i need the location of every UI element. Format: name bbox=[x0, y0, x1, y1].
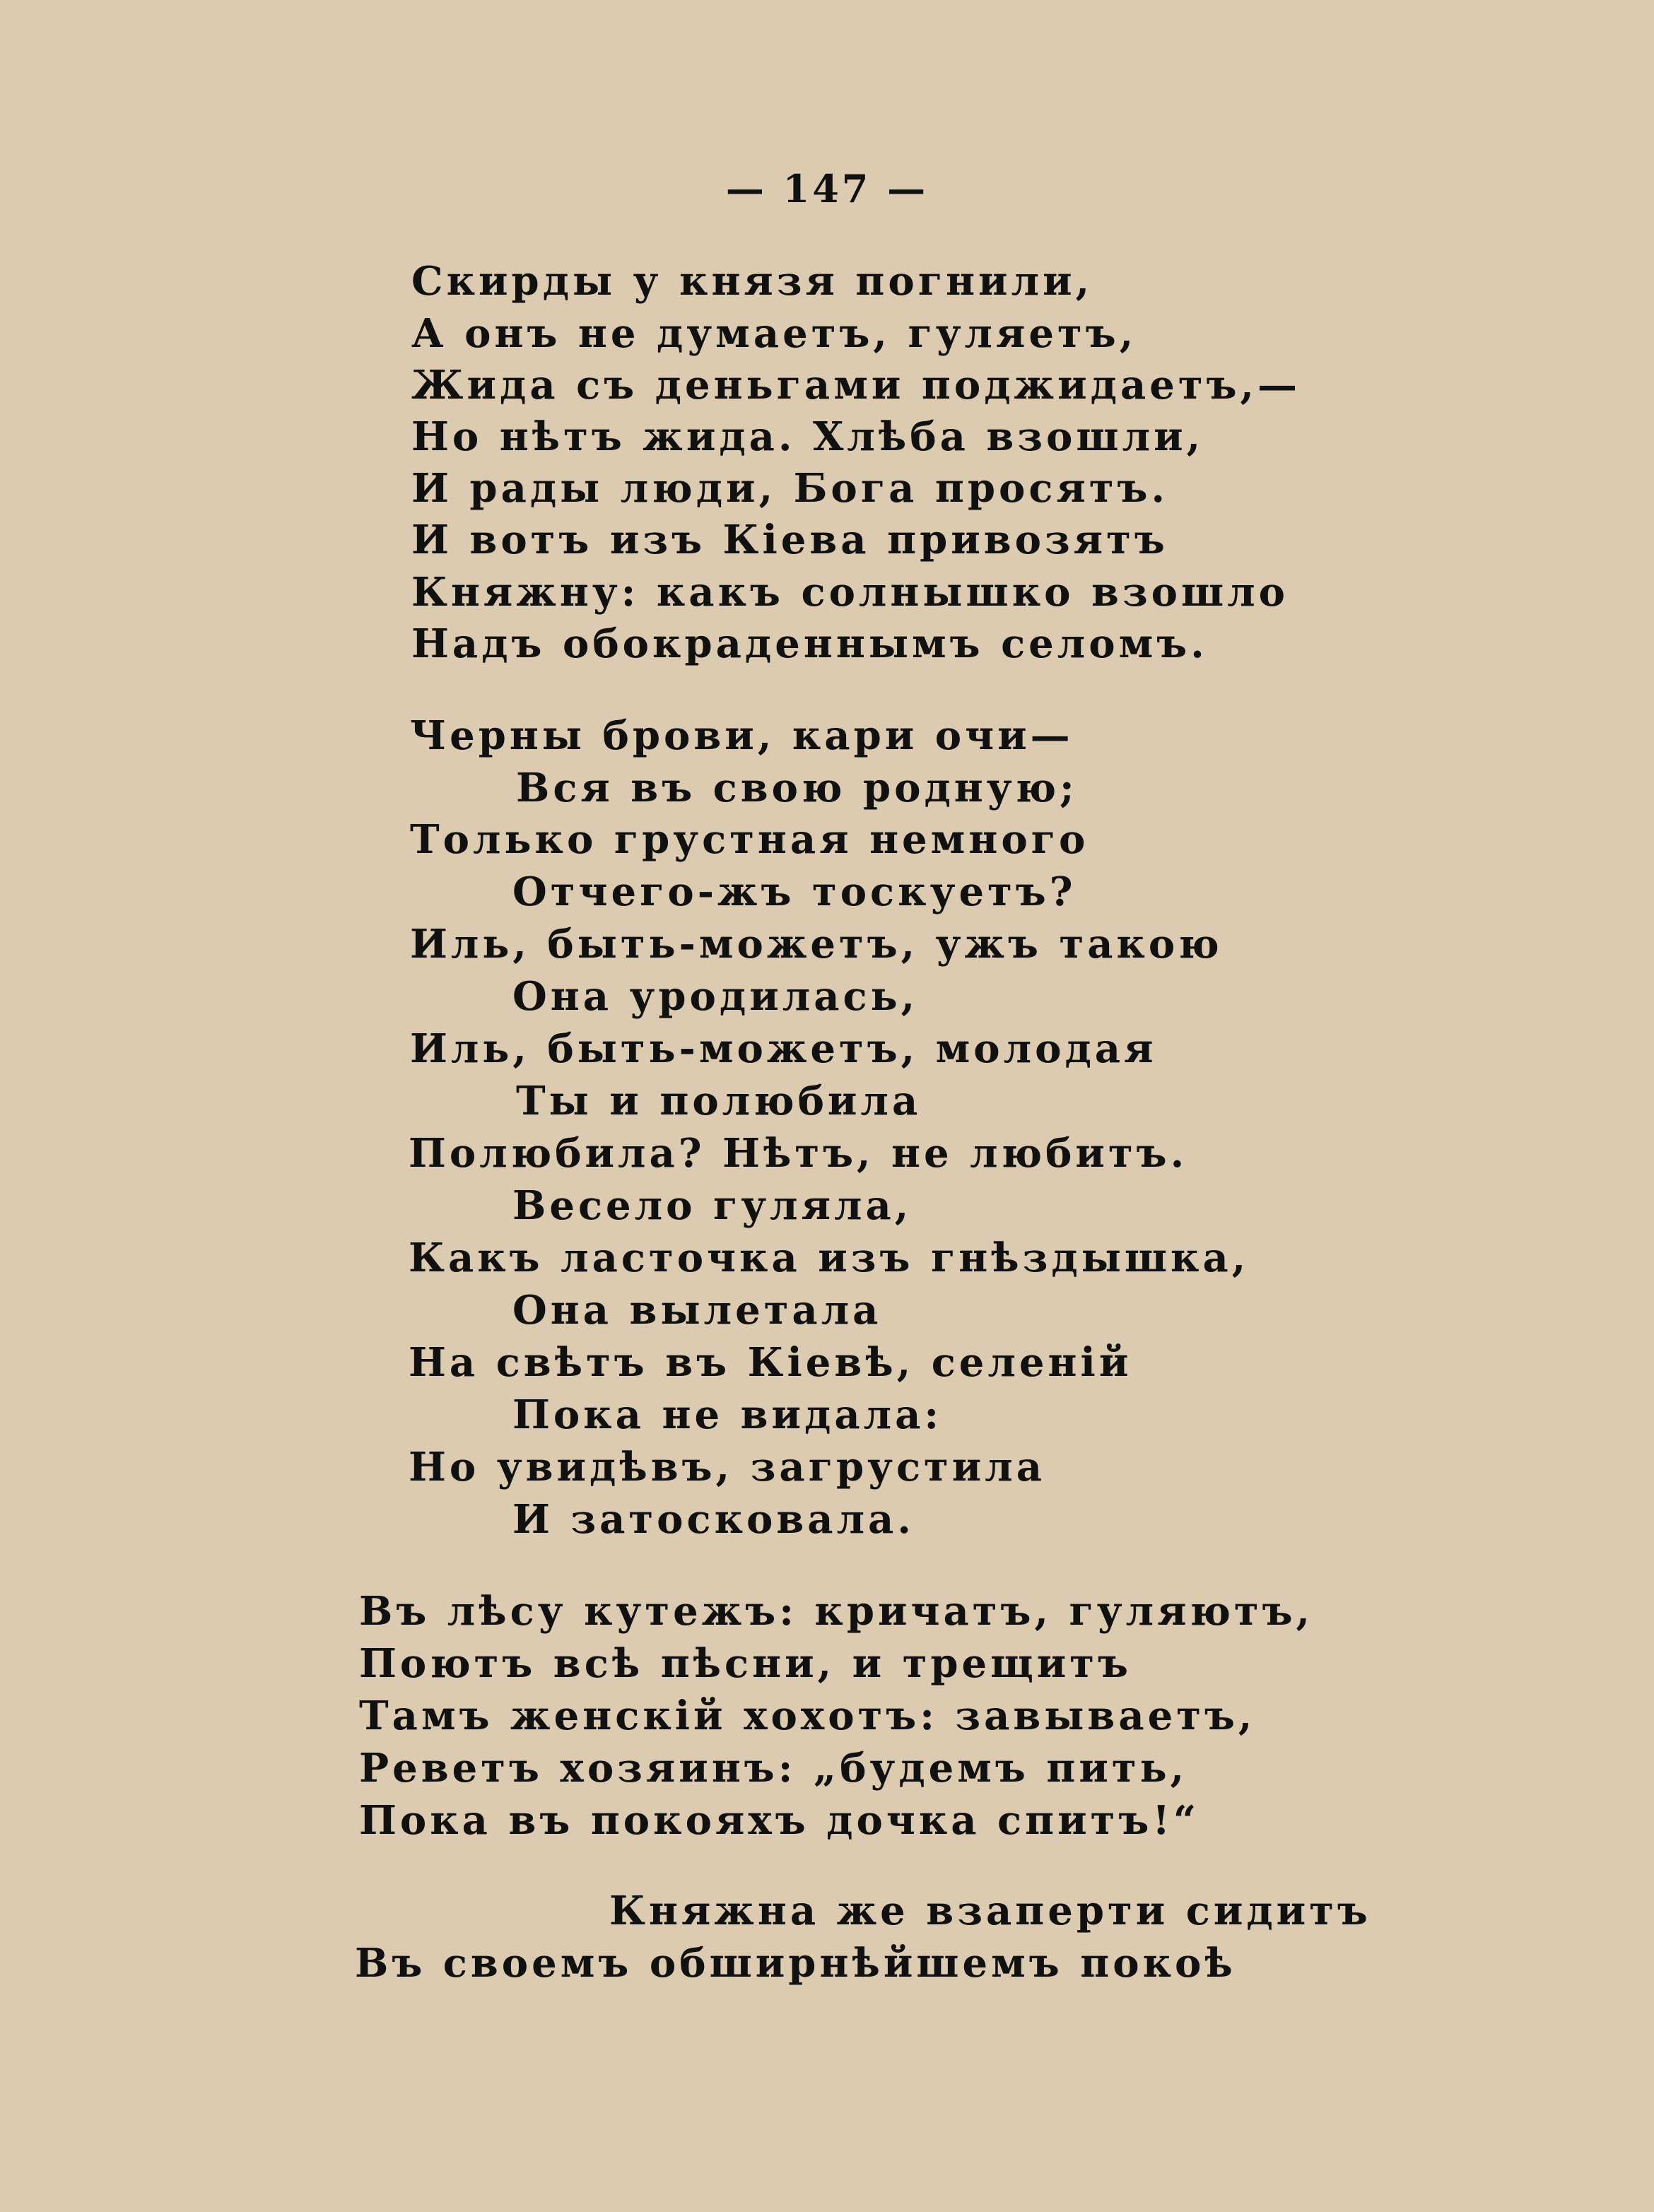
verse-line: Поютъ всѣ пѣсни, и трещитъ bbox=[359, 1640, 1132, 1687]
verse-line: Она вылетала bbox=[512, 1287, 882, 1334]
verse-line: Пока въ покояхъ дочка спитъ!“ bbox=[359, 1797, 1200, 1844]
verse-line: И вотъ изъ Кіева привозятъ bbox=[411, 517, 1168, 563]
verse-line: Весело гуляла, bbox=[512, 1182, 913, 1229]
verse-line: А онъ не думаетъ, гуляетъ, bbox=[411, 310, 1137, 357]
verse-line: Тамъ женскій хохотъ: завываетъ, bbox=[359, 1693, 1256, 1739]
verse-line: Она уродилась, bbox=[512, 973, 919, 1020]
verse-line: Скирды у князя погнили, bbox=[411, 258, 1093, 305]
verse-line: Княжну: какъ солнышко взошло bbox=[411, 569, 1289, 616]
verse-line: Иль, быть-можетъ, ужъ такою bbox=[410, 921, 1223, 967]
verse-line: Но увидѣвъ, загрустила bbox=[409, 1444, 1046, 1490]
verse-line: И затосковала. bbox=[512, 1496, 915, 1543]
verse-line: И рады люди, Бога просятъ. bbox=[411, 465, 1168, 512]
verse-line: Въ своемъ обширнѣйшемъ покоѣ bbox=[355, 1940, 1236, 1987]
verse-line: Жида съ деньгами поджидаетъ,— bbox=[411, 362, 1301, 408]
verse-line: Реветъ хозяинъ: „будемъ пить, bbox=[359, 1745, 1188, 1792]
verse-line: Полюбила? Нѣтъ, не любитъ. bbox=[409, 1130, 1188, 1177]
verse-line: На свѣтъ въ Кіевѣ, селеній bbox=[409, 1339, 1132, 1386]
verse-line: Пока не видала: bbox=[512, 1392, 943, 1438]
verse-line: Только грустная немного bbox=[410, 816, 1089, 863]
verse-line: Но нѣтъ жида. Хлѣба взошли, bbox=[411, 413, 1204, 460]
verse-line: Иль, быть-можетъ, молодая bbox=[410, 1025, 1157, 1072]
verse-line: Отчего-жъ тоскуетъ? bbox=[512, 869, 1077, 915]
verse-line: Княжна же взаперти сидитъ bbox=[609, 1888, 1371, 1934]
verse-line: Вся въ свою родную; bbox=[516, 765, 1078, 811]
verse-line: Черны брови, кари очи— bbox=[410, 712, 1074, 759]
page-number: — 147 — bbox=[725, 166, 929, 211]
verse-line: Надъ обокраденнымъ селомъ. bbox=[411, 620, 1208, 667]
verse-line: Какъ ласточка изъ гнѣздышка, bbox=[409, 1235, 1250, 1281]
verse-line: Ты и полюбила bbox=[516, 1078, 922, 1124]
verse-line: Въ лѣсу кутежъ: кричатъ, гуляютъ, bbox=[359, 1588, 1314, 1635]
